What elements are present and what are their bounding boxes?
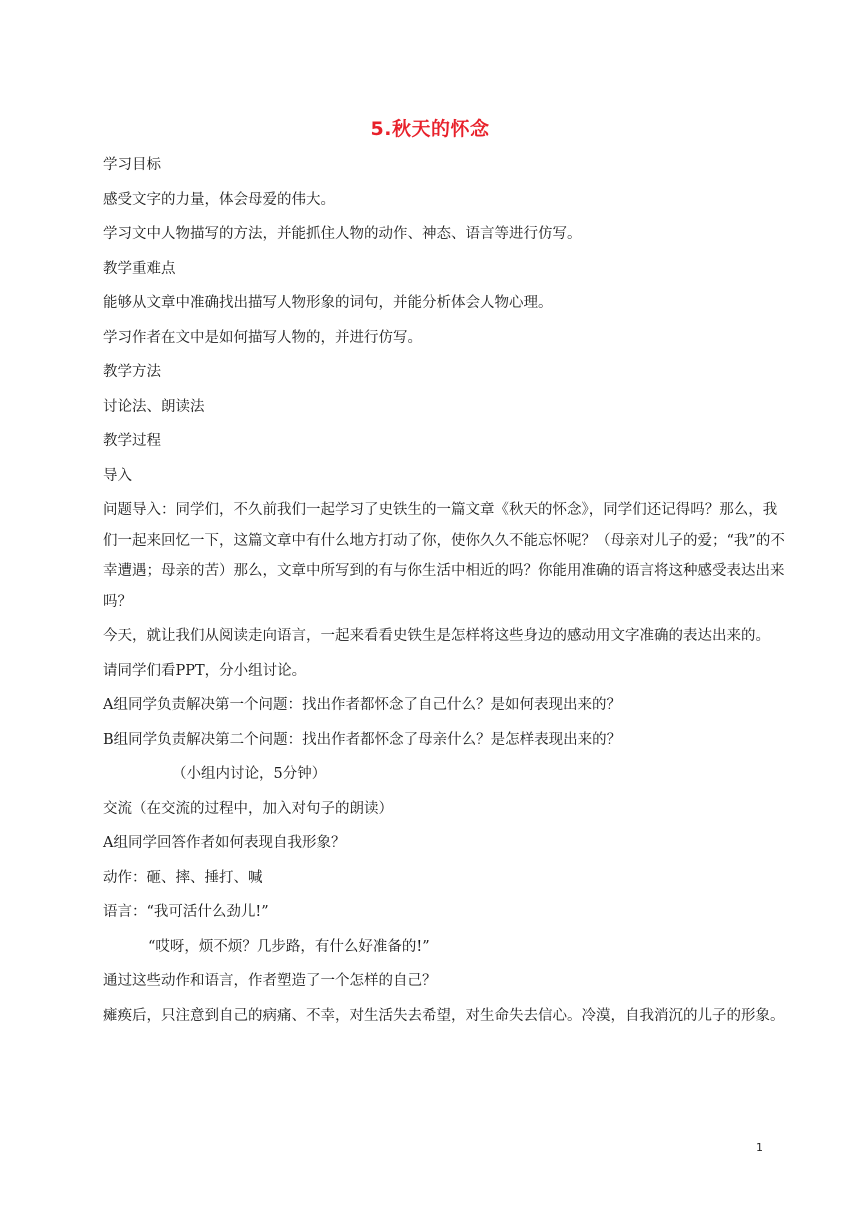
paragraph-key-point-1: 能够从文章中准确找出描写人物形象的词句，并能分析体会人物心理。 xyxy=(103,295,553,311)
document-title: 5.秋天的怀念 xyxy=(370,118,490,140)
paragraph-self-image-answer: 瘫痪后，只注意到自己的病痛、不幸，对生活失去希望，对生命失去信心。冷漠，自我消沉的儿子的形象。 xyxy=(103,1007,785,1024)
heading-key-points: 教学重难点 xyxy=(103,260,176,277)
paragraph-group-a-task: A组同学负责解决第一个问题：找出作者都怀念了自己什么？是如何表现出来的？ xyxy=(103,697,621,713)
heading-teaching-method: 教学方法 xyxy=(103,364,161,380)
paragraph-self-image-question: 通过这些动作和语言，作者塑造了一个怎样的自己？ xyxy=(103,973,437,989)
paragraph-ppt-discussion: 请同学们看PPT，分小组讨论。 xyxy=(103,662,307,679)
paragraph-group-a-answer: A组同学回答作者如何表现自我形象？ xyxy=(103,835,346,851)
paragraph-goal-2: 学习文中人物描写的方法，并能抓住人物的动作、神态、语言等进行仿写。 xyxy=(103,226,582,242)
heading-learning-goals: 学习目标 xyxy=(103,157,161,173)
paragraph-language-1: 语言：“我可活什么劲儿!” xyxy=(103,904,269,920)
paragraph-group-b-task: B组同学负责解决第二个问题：找出作者都怀念了母亲什么？是怎样表现出来的？ xyxy=(103,731,622,748)
paragraph-teaching-method: 讨论法、朗读法 xyxy=(103,398,205,415)
paragraph-today: 今天，就让我们从阅读走向语言，一起来看看史铁生是怎样将这些身边的感动用文字准确的表达出来的。 xyxy=(103,628,770,644)
page-number: 1 xyxy=(756,1141,763,1154)
paragraph-goal-1: 感受文字的力量，体会母爱的伟大。 xyxy=(103,191,335,208)
heading-teaching-process: 教学过程 xyxy=(103,433,161,449)
heading-introduction: 导入 xyxy=(103,467,132,484)
paragraph-exchange: 交流（在交流的过程中，加入对句子的朗读） xyxy=(103,800,393,817)
paragraph-group-discussion-time: （小组内讨论，5分钟） xyxy=(172,766,327,782)
paragraph-key-point-2: 学习作者在文中是如何描写人物的，并进行仿写。 xyxy=(103,329,422,346)
document-body xyxy=(103,150,789,1035)
paragraph-introduction-question: 问题导入：同学们，不久前我们一起学习了史铁生的一篇文章《秋天的怀念》，同学们还记得吗？那么，我们一起来回忆一下，这篇文章中有什么地方打动了你，使你久久不能忘怀呢？（母亲对儿子的爱；“我”的不幸遭遇；母亲的苦）那么，文章中所写到的有与你生活中相近的吗？你能用准确的语言将这种感受表达出来吗？ xyxy=(103,502,785,610)
paragraph-actions: 动作：砸、摔、捶打、喊 xyxy=(103,869,263,886)
paragraph-language-2: “哎呀，烦不烦？几步路，有什么好准备的!” xyxy=(148,938,430,955)
